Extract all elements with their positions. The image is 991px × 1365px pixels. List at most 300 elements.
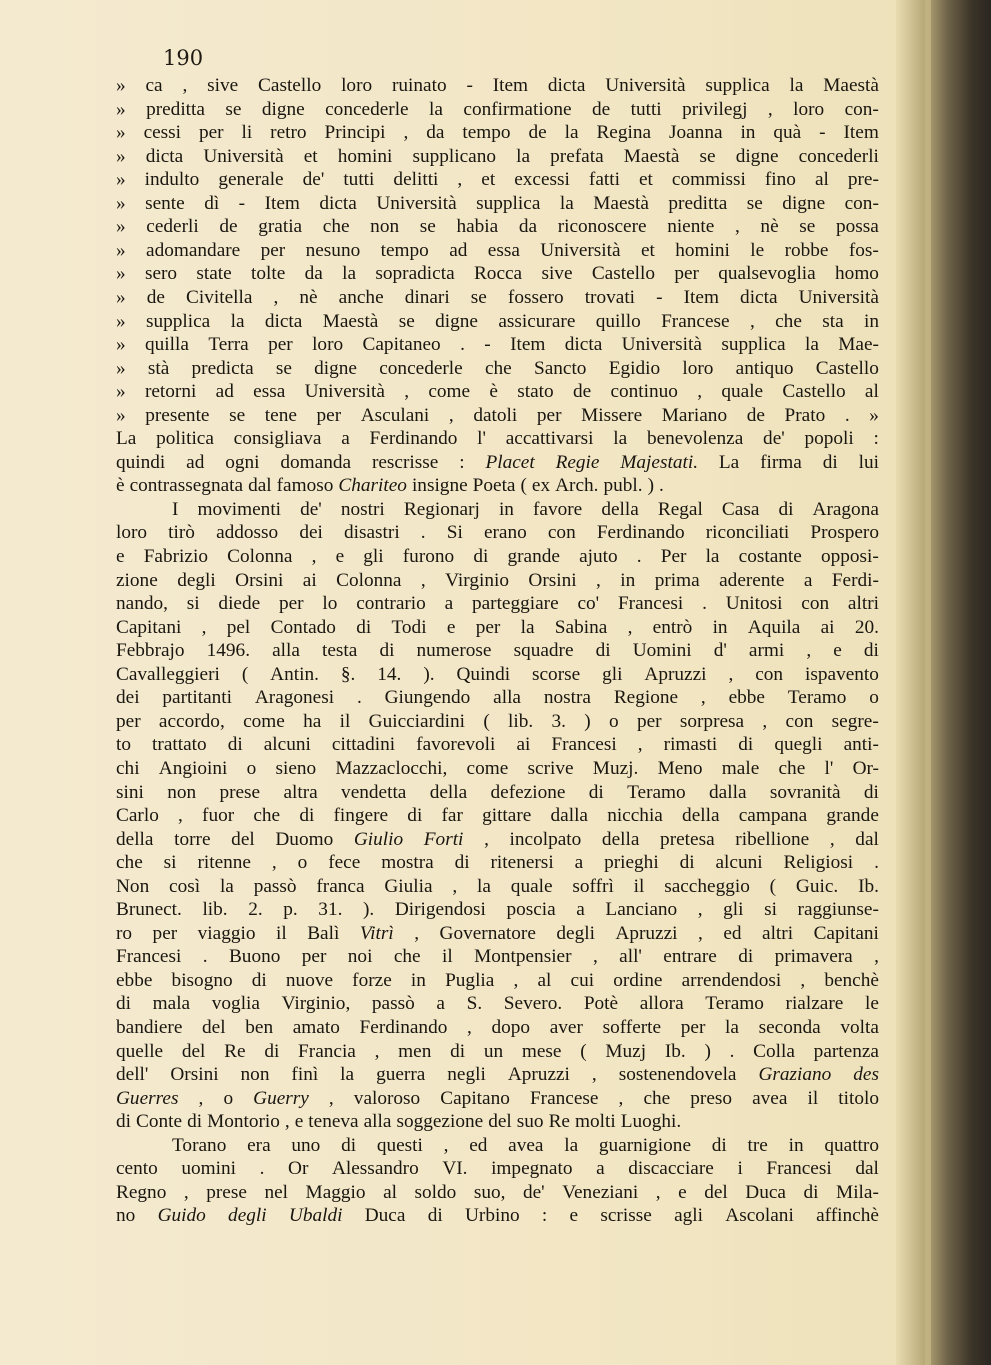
word: di: [778, 498, 794, 520]
text-line: [116, 1087, 879, 1110]
word: addosso: [216, 522, 279, 544]
word: di: [116, 1111, 131, 1133]
text-line: [116, 945, 879, 968]
word: la: [219, 875, 234, 897]
word: co': [577, 593, 600, 615]
word: se: [699, 145, 716, 167]
word: loro: [682, 357, 714, 379]
word: stato: [517, 381, 554, 403]
word: Capitani: [116, 616, 182, 638]
word: per: [198, 122, 224, 144]
word: aver: [549, 1017, 583, 1038]
word: lib.: [508, 710, 534, 732]
word: Ascolani: [725, 1205, 794, 1227]
word: sero: [144, 263, 178, 285]
word: Fabrizio: [143, 546, 208, 567]
word: qualsevoglia: [718, 263, 816, 285]
word: la: [477, 875, 491, 897]
word: voglia: [211, 993, 260, 1015]
word: dell': [116, 1064, 149, 1086]
text-line: [116, 1040, 879, 1063]
word: des: [853, 1064, 879, 1086]
word: ,: [734, 216, 740, 238]
word: Duca: [745, 1181, 786, 1203]
word: Poeta: [472, 475, 516, 497]
text-line: [116, 310, 879, 333]
word: o: [223, 1087, 234, 1109]
word: concederle: [379, 357, 463, 379]
word: insigne: [411, 475, 468, 497]
word: :: [459, 451, 465, 473]
word: ,: [178, 805, 183, 827]
word: »: [116, 404, 126, 426]
word: dicta: [740, 286, 778, 308]
word: ,: [420, 569, 426, 591]
word: Muzj.: [592, 757, 639, 779]
word: sini: [116, 781, 144, 803]
word: gli: [602, 663, 623, 685]
word: di: [379, 640, 395, 662]
word: loro: [341, 75, 373, 96]
word: Forti: [423, 828, 464, 850]
word: Colla: [753, 1040, 795, 1062]
word: soffrì: [572, 875, 614, 897]
word: Antin.: [270, 663, 319, 685]
word: da: [518, 216, 538, 238]
word: Principi: [324, 122, 386, 144]
word: ha: [303, 710, 322, 732]
word: 20.: [854, 616, 879, 638]
word: entrare: [663, 946, 717, 968]
text-line: [172, 498, 879, 521]
text-line: [116, 851, 879, 874]
word: movimenti: [197, 498, 282, 520]
word: Capitano: [440, 1087, 510, 1109]
word: i: [737, 1158, 743, 1180]
word: commissi: [671, 169, 746, 191]
word: e: [335, 546, 345, 567]
word: »: [116, 98, 126, 120]
word: essa: [253, 381, 286, 403]
word: Casa: [721, 498, 760, 520]
word: ,: [618, 1087, 624, 1109]
word: domanda: [280, 451, 352, 473]
word: discacciare: [628, 1158, 714, 1180]
word: armi: [748, 640, 785, 662]
word: Università: [203, 145, 284, 167]
word: Regie: [555, 451, 600, 473]
word: grande: [507, 546, 560, 567]
word: del: [202, 1017, 226, 1038]
word: per: [680, 1017, 706, 1038]
word: Placet: [485, 451, 535, 473]
word: che: [484, 357, 512, 379]
word: Maggio: [305, 1181, 366, 1203]
word: a: [341, 428, 350, 450]
word: quà: [773, 122, 802, 144]
word: Capitaneo: [362, 334, 441, 356]
word: fingere: [333, 805, 389, 827]
word: della: [682, 805, 720, 827]
word: Montorio: [207, 1111, 280, 1133]
word: Angioini: [158, 757, 228, 779]
word: digne: [261, 98, 305, 120]
word: prese: [219, 781, 261, 803]
word: ,: [404, 381, 410, 403]
word: loro: [116, 522, 148, 544]
word: no: [116, 1205, 136, 1227]
word: sente: [145, 192, 185, 214]
word: se: [398, 310, 415, 332]
word: consigliava: [233, 428, 322, 450]
word: et: [303, 145, 318, 167]
word: uno: [291, 1134, 321, 1156]
word: di: [595, 640, 611, 662]
word: Aragona: [812, 498, 879, 520]
word: .: [259, 1158, 265, 1180]
word: »: [116, 145, 126, 167]
word: benevolenza: [646, 428, 744, 450]
word: partitanti: [162, 687, 233, 709]
word: ,: [700, 687, 706, 709]
word: Teramo: [787, 687, 847, 709]
word: di: [299, 805, 315, 827]
word: delitti: [393, 169, 439, 191]
word: Uomini: [632, 640, 692, 662]
text-line: [116, 545, 879, 568]
word: guarnigione: [598, 1134, 692, 1156]
word: opposi-: [820, 546, 879, 567]
word: ,: [457, 169, 463, 191]
word: o: [246, 757, 257, 779]
word: de: [746, 404, 765, 426]
word: dalla: [550, 805, 588, 827]
word: Muzj: [605, 1040, 647, 1062]
word: confirmatione: [463, 98, 572, 120]
text-line: [116, 1157, 879, 1180]
text-line: [116, 569, 879, 592]
word: Università: [376, 192, 457, 214]
word: il: [633, 875, 645, 897]
word: Teramo: [705, 993, 764, 1015]
word: male: [721, 757, 760, 779]
word: nesuno: [305, 239, 361, 261]
word: di: [473, 546, 489, 567]
word: noi: [347, 946, 373, 968]
word: sive: [541, 263, 573, 285]
word: il: [339, 710, 351, 732]
word: se: [470, 286, 487, 308]
word: Buono: [228, 946, 281, 968]
word: anti-: [843, 734, 879, 756]
word: chi: [116, 757, 140, 779]
word: per: [316, 404, 342, 426]
word: Item: [510, 334, 546, 356]
word: ai: [516, 734, 531, 756]
word: dei: [116, 687, 140, 709]
word: in: [498, 498, 514, 520]
text-line: [116, 474, 664, 497]
word: ,: [591, 1064, 597, 1086]
word: preditta: [668, 192, 728, 214]
word: Meno: [657, 757, 703, 779]
word: Brunect.: [116, 899, 182, 921]
word: supplica: [721, 334, 786, 356]
text-line: [116, 74, 879, 97]
word: ex: [531, 475, 551, 497]
word: con: [785, 710, 814, 732]
word: nè: [299, 286, 318, 308]
word: di: [116, 993, 131, 1015]
word: trovati: [584, 286, 636, 308]
word: passò: [253, 875, 297, 897]
word: -: [238, 192, 246, 214]
word: Ferdinando: [369, 428, 458, 450]
word: di: [454, 852, 470, 874]
word: Re: [224, 1040, 246, 1062]
word: dopo: [491, 1017, 531, 1038]
word: .: [420, 522, 426, 544]
word: quillo: [595, 310, 641, 332]
word: ,: [201, 616, 207, 638]
word: zione: [116, 569, 158, 591]
text-line: [116, 168, 879, 191]
word: scrisse: [600, 1205, 652, 1227]
word: gli: [363, 546, 384, 567]
word: Apruzzi: [507, 1064, 570, 1086]
word: concederle: [325, 98, 409, 120]
word: la: [804, 334, 819, 356]
word: Chariteo: [338, 475, 407, 497]
word: la: [520, 616, 535, 638]
word: cittadini: [331, 734, 396, 756]
word: entrò: [652, 616, 693, 638]
word: »: [116, 216, 126, 238]
word: della: [601, 828, 640, 850]
word: per: [636, 710, 662, 732]
word: Si: [446, 522, 463, 544]
word: prefata: [550, 145, 604, 167]
word: privilegj: [682, 98, 748, 120]
word: primavera: [774, 946, 853, 968]
word: Per: [660, 546, 687, 567]
word: ): [647, 475, 655, 497]
word: »: [116, 381, 126, 403]
word: bisogno: [171, 969, 233, 991]
word: Or-: [852, 757, 879, 779]
word: sorpresa: [679, 710, 745, 732]
word: che: [778, 757, 806, 779]
word: ,: [183, 1181, 189, 1203]
word: tene: [264, 404, 297, 426]
word: la: [340, 1064, 355, 1086]
word: valoroso: [353, 1087, 421, 1109]
word: Civitella: [186, 286, 253, 308]
word: a: [576, 899, 585, 921]
word: cento: [116, 1158, 158, 1180]
text-line: [116, 215, 879, 238]
word: ebbe: [116, 969, 153, 991]
word: ai: [302, 569, 317, 591]
word: de: [146, 286, 165, 308]
word: amato: [292, 1017, 340, 1038]
word: da: [304, 263, 323, 285]
word: a: [803, 569, 813, 591]
word: de': [522, 1181, 545, 1203]
word: sta: [822, 310, 844, 332]
word: nuove: [285, 969, 334, 991]
word: contrario: [356, 593, 426, 615]
word: si: [163, 852, 177, 874]
word: »: [116, 357, 126, 379]
text-line: [116, 521, 879, 544]
word: raggiunse-: [797, 899, 879, 921]
word: Non: [116, 875, 150, 897]
word: con: [755, 663, 784, 685]
word: Carlo: [116, 805, 159, 827]
word: Item: [683, 286, 719, 308]
word: Balì: [307, 922, 340, 944]
word: -: [656, 286, 663, 308]
word: di: [822, 451, 838, 473]
word: la: [705, 546, 720, 567]
word: l': [477, 428, 486, 450]
text-line: [116, 121, 879, 144]
word: fossero: [507, 286, 564, 308]
word: benchè: [824, 969, 879, 991]
word: (: [520, 475, 527, 497]
word: da: [426, 122, 445, 144]
word: come: [466, 757, 509, 779]
word: ro: [116, 922, 133, 944]
word: (: [241, 663, 249, 685]
word: Prospero: [810, 522, 879, 544]
word: .: [460, 334, 465, 356]
word: pre-: [847, 169, 879, 191]
word: 1496.: [206, 640, 251, 662]
word: la: [230, 310, 245, 332]
word: retro: [270, 122, 307, 144]
word: la: [564, 122, 579, 144]
word: ,: [728, 663, 734, 685]
word: Unitosi: [725, 593, 783, 615]
word: gli: [723, 899, 744, 921]
word: dicta: [547, 75, 586, 96]
word: ,: [800, 969, 806, 991]
word: così: [169, 875, 201, 897]
word: riconoscere: [557, 216, 647, 238]
word: Colonna: [336, 569, 402, 591]
word: furono: [402, 546, 455, 567]
word: di: [407, 805, 423, 827]
word: ad: [215, 381, 234, 403]
word: segre-: [831, 710, 879, 732]
word: .: [659, 475, 664, 497]
word: del: [488, 1111, 512, 1133]
word: lib.: [202, 899, 228, 921]
word: .: [874, 852, 879, 874]
word: famoso: [276, 475, 334, 497]
text-line: [116, 192, 879, 215]
word: »: [116, 263, 126, 285]
word: possa: [835, 216, 879, 238]
word: la: [516, 145, 531, 167]
word: Colonna: [227, 546, 293, 567]
text-line: [116, 145, 879, 168]
word: prima: [654, 569, 700, 591]
word: Ferdinando: [596, 522, 685, 544]
word: partenza: [813, 1040, 879, 1062]
word: »: [116, 192, 126, 214]
text-line: [116, 639, 879, 662]
word: sieno: [275, 757, 317, 779]
word: Majestati.: [620, 451, 699, 473]
word: 14.: [377, 663, 402, 685]
word: uomini: [181, 1158, 236, 1180]
word: Terra: [208, 334, 249, 356]
word: del: [231, 828, 255, 850]
word: loro: [793, 98, 825, 120]
word: 2.: [248, 899, 263, 921]
word: ritenne: [197, 852, 251, 874]
word: Orsini: [170, 1064, 219, 1086]
word: .: [844, 404, 850, 426]
word: molti: [574, 1111, 616, 1133]
word: e: [294, 1111, 304, 1133]
word: di: [264, 1040, 280, 1062]
word: S.: [466, 993, 483, 1015]
word: e: [446, 616, 456, 638]
word: tempo: [462, 122, 511, 144]
word: degli: [556, 922, 595, 944]
word: di: [251, 969, 267, 991]
word: ritenersi: [490, 852, 554, 874]
word: le: [750, 239, 765, 261]
word: di: [427, 1205, 443, 1227]
word: ,: [271, 852, 277, 874]
text-line: [116, 333, 879, 356]
word: cui: [570, 969, 595, 991]
word: predicta: [191, 357, 254, 379]
word: »: [116, 122, 126, 144]
word: Regal: [657, 498, 703, 520]
word: che: [775, 310, 802, 332]
word: al: [383, 1181, 397, 1203]
word: che: [116, 852, 143, 874]
word: degli: [228, 1205, 267, 1227]
word: Mariano: [661, 404, 728, 426]
word: Cavalleggieri: [116, 663, 220, 685]
word: ordine: [613, 969, 663, 991]
word: Virginio: [445, 569, 509, 591]
word: alla: [272, 640, 300, 662]
word: Febbrajo: [116, 640, 185, 662]
word: a: [574, 852, 584, 874]
word: con-: [844, 98, 879, 120]
word: Graziano: [758, 1064, 832, 1086]
word: Maestà: [322, 310, 379, 332]
word: prese: [206, 1181, 247, 1203]
word: l': [824, 757, 834, 779]
word: ogni: [225, 451, 260, 473]
word: .: [729, 1040, 735, 1062]
word: un: [483, 1040, 504, 1062]
word: numerose: [416, 640, 492, 662]
word: :: [541, 1205, 548, 1227]
word: il: [807, 1087, 819, 1109]
word: o: [297, 852, 308, 874]
word: datoli: [473, 404, 518, 426]
